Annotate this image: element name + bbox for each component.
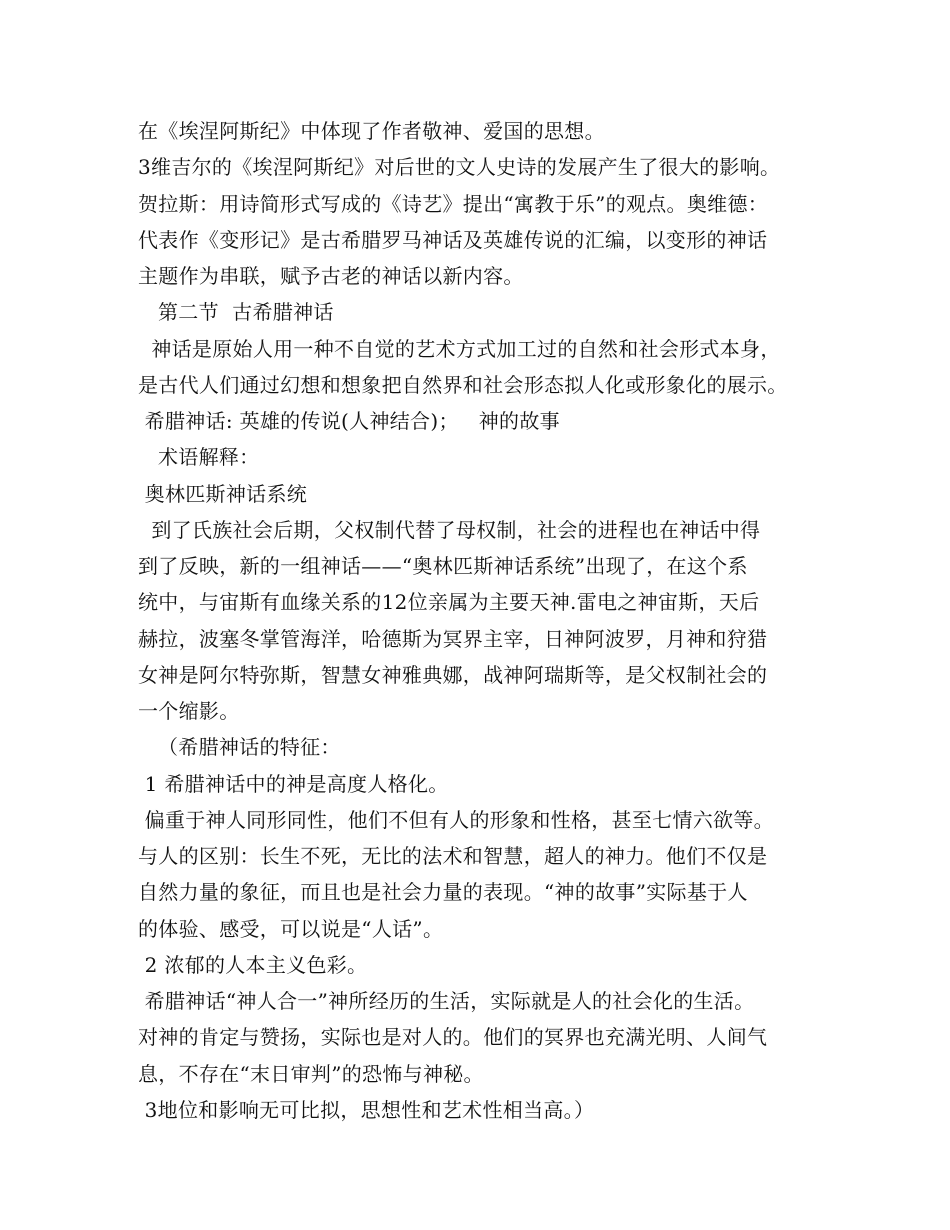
text-line: 与人的区别：长生不死，无比的法术和智慧，超人的神力。他们不仅是 (138, 844, 768, 868)
section-heading: 第二节 古希腊神话 (138, 300, 334, 325)
text-line: 自然力量的象征，而且也是社会力量的表现。“神的故事”实际基于人 (138, 880, 748, 905)
text-line: 3维吉尔的《埃涅阿斯纪》对后世的文人史诗的发展产生了很大的影响。 (138, 155, 781, 180)
document-body (138, 113, 838, 1128)
text-line: 到了反映，新的一组神话——“奥林匹斯神话系统”出现了，在这个系 (138, 554, 748, 578)
text-line: 偏重于神人同形同性，他们不但有人的形象和性格，甚至七情六欲等。 (138, 807, 774, 832)
text-line: 的体验、感受，可以说是“人话”。 (138, 916, 444, 941)
text-line: 希腊神话“神人合一”神所经历的生活，实际就是人的社会化的生活。 (138, 989, 755, 1013)
list-item: 2 浓郁的人本主义色彩。 (138, 952, 368, 977)
list-item: 3地位和影响无可比拟，思想性和艺术性相当高。） (138, 1097, 595, 1122)
text-line: 希腊神话: 英雄的传说(人神结合)； 神的故事 (138, 409, 560, 433)
text-line: 赫拉，波塞冬掌管海洋，哈德斯为冥界主宰，日神阿波罗，月神和狩猎 (138, 626, 768, 651)
text-line: 统中，与宙斯有血缘关系的12位亲属为主要天神.雷电之神宙斯，天后 (138, 590, 760, 615)
text-line: 主题作为串联，赋予古老的神话以新内容。 (138, 264, 524, 288)
term-heading: 术语解释： (138, 445, 260, 470)
term-title: 奥林匹斯神话系统 (138, 481, 308, 506)
text-line: 女神是阿尔特弥斯，智慧女神雅典娜，战神阿瑞斯等，是父权制社会的 (138, 662, 768, 687)
text-line: 一个缩影。 (138, 699, 240, 723)
text-line: 在《埃涅阿斯纪》中体现了作者敬神、爱国的思想。 (138, 119, 605, 143)
list-item: 1 希腊神话中的神是高度人格化。 (138, 771, 449, 796)
text-line: 代表作《变形记》是古希腊罗马神话及英雄传说的汇编，以变形的神话 (138, 227, 768, 252)
text-line: 对神的肯定与赞扬，实际也是对人的。他们的冥界也充满光明、人间气 (138, 1025, 768, 1050)
text-line: 到了氏族社会后期，父权制代替了母权制，社会的进程也在神话中得 (138, 517, 761, 542)
text-line: 贺拉斯：用诗简形式写成的《诗艺》提出“寓教于乐”的观点。奥维德： (138, 191, 769, 216)
features-heading: （希腊神话的特征： (138, 735, 341, 760)
text-line: 是古代人们通过幻想和想象把自然界和社会形态拟人化或形象化的展示。 (138, 372, 788, 397)
text-line: 息，不存在“末日审判”的恐怖与神秘。 (138, 1061, 484, 1086)
text-line: 神话是原始人用一种不自觉的艺术方式加工过的自然和社会形式本身， (138, 336, 781, 361)
